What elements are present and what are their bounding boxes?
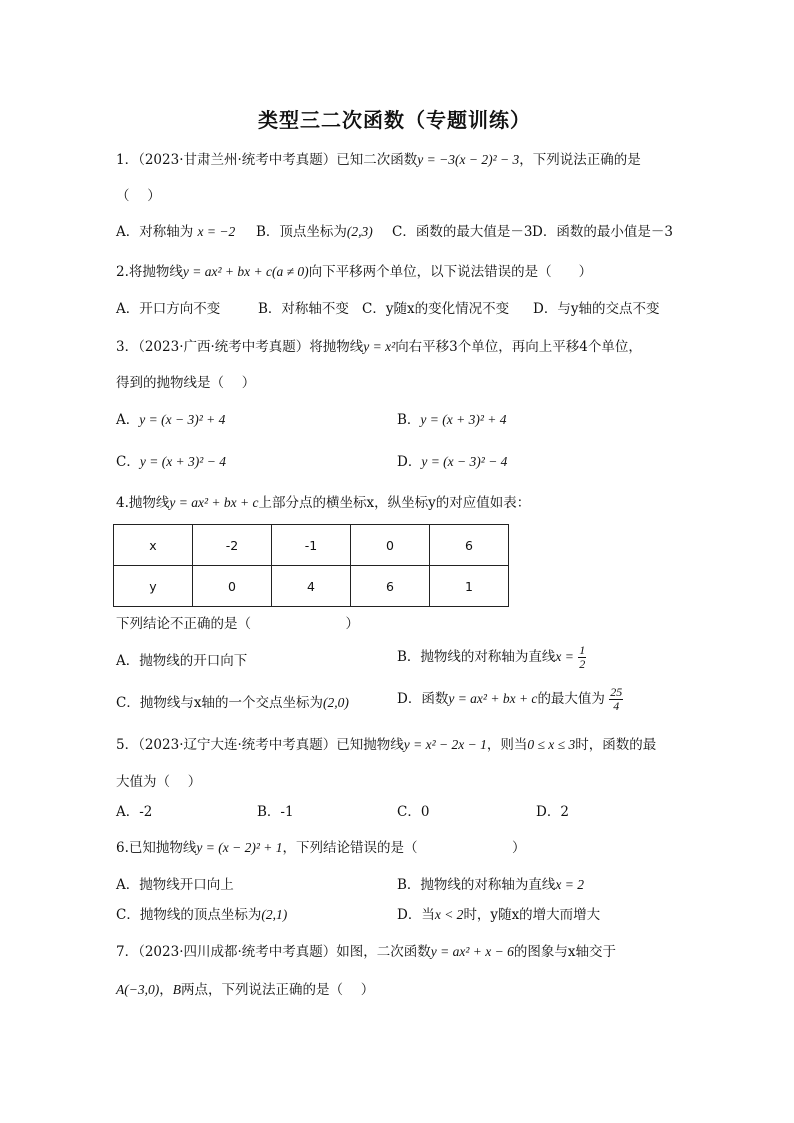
question-7-line2	[116, 980, 374, 1000]
q1-option-b	[256, 222, 373, 242]
q4-option-b-math: x =	[555, 649, 574, 664]
q7-point-b: B	[172, 982, 181, 997]
q5-stem-end: 时，函数的最	[575, 737, 657, 753]
table-row	[114, 525, 509, 566]
q7-stem-end: 的图象与x轴交于	[513, 944, 617, 960]
table-cell: 0	[351, 525, 430, 566]
q1-stem-end: ，下列说法正确的是	[519, 152, 641, 168]
table-cell: 0	[193, 566, 272, 607]
q2-option-d: D．与y轴的交点不变	[533, 301, 660, 317]
q3-option-d-label: D．	[397, 454, 422, 470]
q7-line2-end: 两点，下列说法正确的是（ ）	[180, 982, 375, 998]
q6-option-b-math: x = 2	[555, 877, 585, 892]
q6-option-d-text: D．当	[397, 907, 435, 923]
q6-stem-text: 6.已知抛物线	[116, 840, 197, 856]
q4-option-b-fraction	[578, 644, 586, 671]
q1-stem-text: 1．（2023·甘肃兰州·统考中考真题）已知二次函数	[116, 152, 418, 168]
q3-option-b-label: B．	[397, 412, 421, 428]
q7-point-a: A(−3,0)	[116, 982, 160, 997]
q1-option-a-math: x = −2	[197, 224, 236, 239]
question-1-blank: （ ）	[116, 188, 161, 204]
q7-stem-text: 7．（2023·四川成都·统考中考真题）如图，二次函数	[116, 944, 431, 960]
q3-option-c-label: C．	[116, 454, 140, 470]
table-row	[114, 566, 509, 607]
q6-option-b-text: B．抛物线的对称轴为直线	[397, 877, 556, 893]
q6-stem-end: ，下列结论错误的是（ ）	[282, 840, 526, 856]
fraction-numerator: 1	[579, 643, 586, 657]
fraction-denominator: 4	[613, 699, 620, 713]
q1-option-b-math: (2,3)	[346, 224, 373, 239]
q6-option-c-text: C．抛物线的顶点坐标为	[116, 907, 262, 923]
q3-option-a	[116, 410, 225, 430]
q4-option-b	[397, 644, 586, 671]
q2-option-b: B．对称轴不变	[258, 301, 349, 317]
q3-option-c	[116, 452, 226, 472]
question-1-stem	[116, 150, 641, 170]
q1-option-c: C．函数的最大值是－3	[392, 224, 533, 240]
fraction-denominator: 2	[579, 657, 586, 671]
q6-option-c	[116, 905, 287, 925]
table-cell: 4	[272, 566, 351, 607]
q7-formula: y = ax² + x − 6	[430, 944, 514, 959]
q3-option-c-math: y = (x + 3)² − 4	[139, 454, 226, 469]
q5-stem-mid: ，则当	[486, 737, 528, 753]
table-cell: x	[114, 525, 193, 566]
q3-option-d	[397, 452, 507, 472]
q5-condition: 0 ≤ x ≤ 3	[527, 737, 576, 752]
q4-option-c-math: (2,0)	[322, 695, 349, 710]
q4-stem-text: 4.抛物线	[116, 495, 170, 511]
q6-option-c-math: (2,1)	[261, 907, 288, 922]
q1-option-d: D．函数的最小值是－3	[532, 224, 673, 240]
table-cell: y	[114, 566, 193, 607]
question-3-stem	[116, 337, 642, 357]
q3-option-b	[397, 410, 507, 430]
q3-stem-end: 向右平移3个单位，再向上平移4个单位，	[395, 339, 642, 355]
table-cell: 1	[430, 566, 509, 607]
question-4-after: 下列结论不正确的是（ ）	[116, 616, 359, 632]
value-table	[113, 524, 509, 607]
q7-line2-mid: ，	[159, 982, 173, 998]
q4-option-d-math: y = ax² + bx + c	[448, 691, 538, 706]
q4-stem-end: 上部分点的横坐标x，纵坐标y的对应值如表：	[258, 495, 531, 511]
page-title: 类型三二次函数（专题训练）	[258, 108, 531, 132]
q5-option-a: A．-2	[116, 804, 153, 820]
q4-option-c-text: C．抛物线与x轴的一个交点坐标为	[116, 695, 323, 711]
q6-option-b	[397, 875, 584, 895]
q4-option-a: A．抛物线的开口向下	[116, 653, 248, 669]
q3-option-a-label: A．	[116, 412, 140, 428]
q2-stem-end: 向下平移两个单位，以下说法错误的是（ ）	[308, 264, 593, 280]
q4-option-d	[397, 686, 623, 713]
question-5-line2: 大值为（ ）	[116, 774, 202, 790]
q1-option-b-label: B．顶点坐标为	[256, 224, 347, 240]
q3-option-b-math: y = (x + 3)² + 4	[420, 412, 507, 427]
q2-option-c: C．y随x的变化情况不变	[362, 301, 510, 317]
q3-stem-text: 3．（2023·广西·统考中考真题）将抛物线	[116, 339, 364, 355]
q5-option-c: C．0	[397, 804, 430, 820]
table-cell: -1	[272, 525, 351, 566]
q2-option-a: A．开口方向不变	[116, 301, 221, 317]
question-2-stem	[116, 262, 592, 282]
q4-option-d-text: D．函数	[397, 691, 449, 707]
q6-option-d-end: 时，y随x的增大而增大	[463, 907, 601, 923]
question-3-line2: 得到的抛物线是（ ）	[116, 375, 256, 391]
q3-option-a-math: y = (x − 3)² + 4	[139, 412, 226, 427]
question-5-stem	[116, 735, 656, 755]
question-4-stem	[116, 493, 530, 513]
q6-option-a: A．抛物线开口向上	[116, 877, 234, 893]
q4-option-b-text: B．抛物线的对称轴为直线	[397, 649, 556, 665]
q4-option-d-end: 的最大值为	[537, 691, 605, 707]
fraction-numerator: 25	[610, 685, 623, 699]
q1-formula: y = −3(x − 2)² − 3	[417, 152, 520, 167]
q5-option-b: B．-1	[257, 804, 294, 820]
q4-formula: y = ax² + bx + c	[169, 495, 259, 510]
q2-stem-text: 2.将抛物线	[116, 264, 183, 280]
question-7-stem	[116, 942, 616, 962]
q1-option-a-label: A．对称轴为	[116, 224, 194, 240]
q5-stem-text: 5．（2023·辽宁大连·统考中考真题）已知抛物线	[116, 737, 404, 753]
q3-formula: y = x²	[363, 339, 396, 354]
q6-formula: y = (x − 2)² + 1	[196, 840, 283, 855]
q5-formula: y = x² − 2x − 1	[403, 737, 487, 752]
q4-option-c	[116, 693, 349, 713]
q4-option-d-fraction	[609, 686, 623, 713]
question-6-stem	[116, 838, 526, 858]
q3-option-d-math: y = (x − 3)² − 4	[421, 454, 508, 469]
table-cell: 6	[351, 566, 430, 607]
q2-formula: y = ax² + bx + c(a ≠ 0)	[182, 264, 309, 279]
q5-option-d: D．2	[536, 804, 569, 820]
q6-option-d-math: x < 2	[434, 907, 464, 922]
table-cell: -2	[193, 525, 272, 566]
q1-option-a	[116, 222, 235, 242]
table-cell: 6	[430, 525, 509, 566]
q6-option-d	[397, 905, 600, 925]
